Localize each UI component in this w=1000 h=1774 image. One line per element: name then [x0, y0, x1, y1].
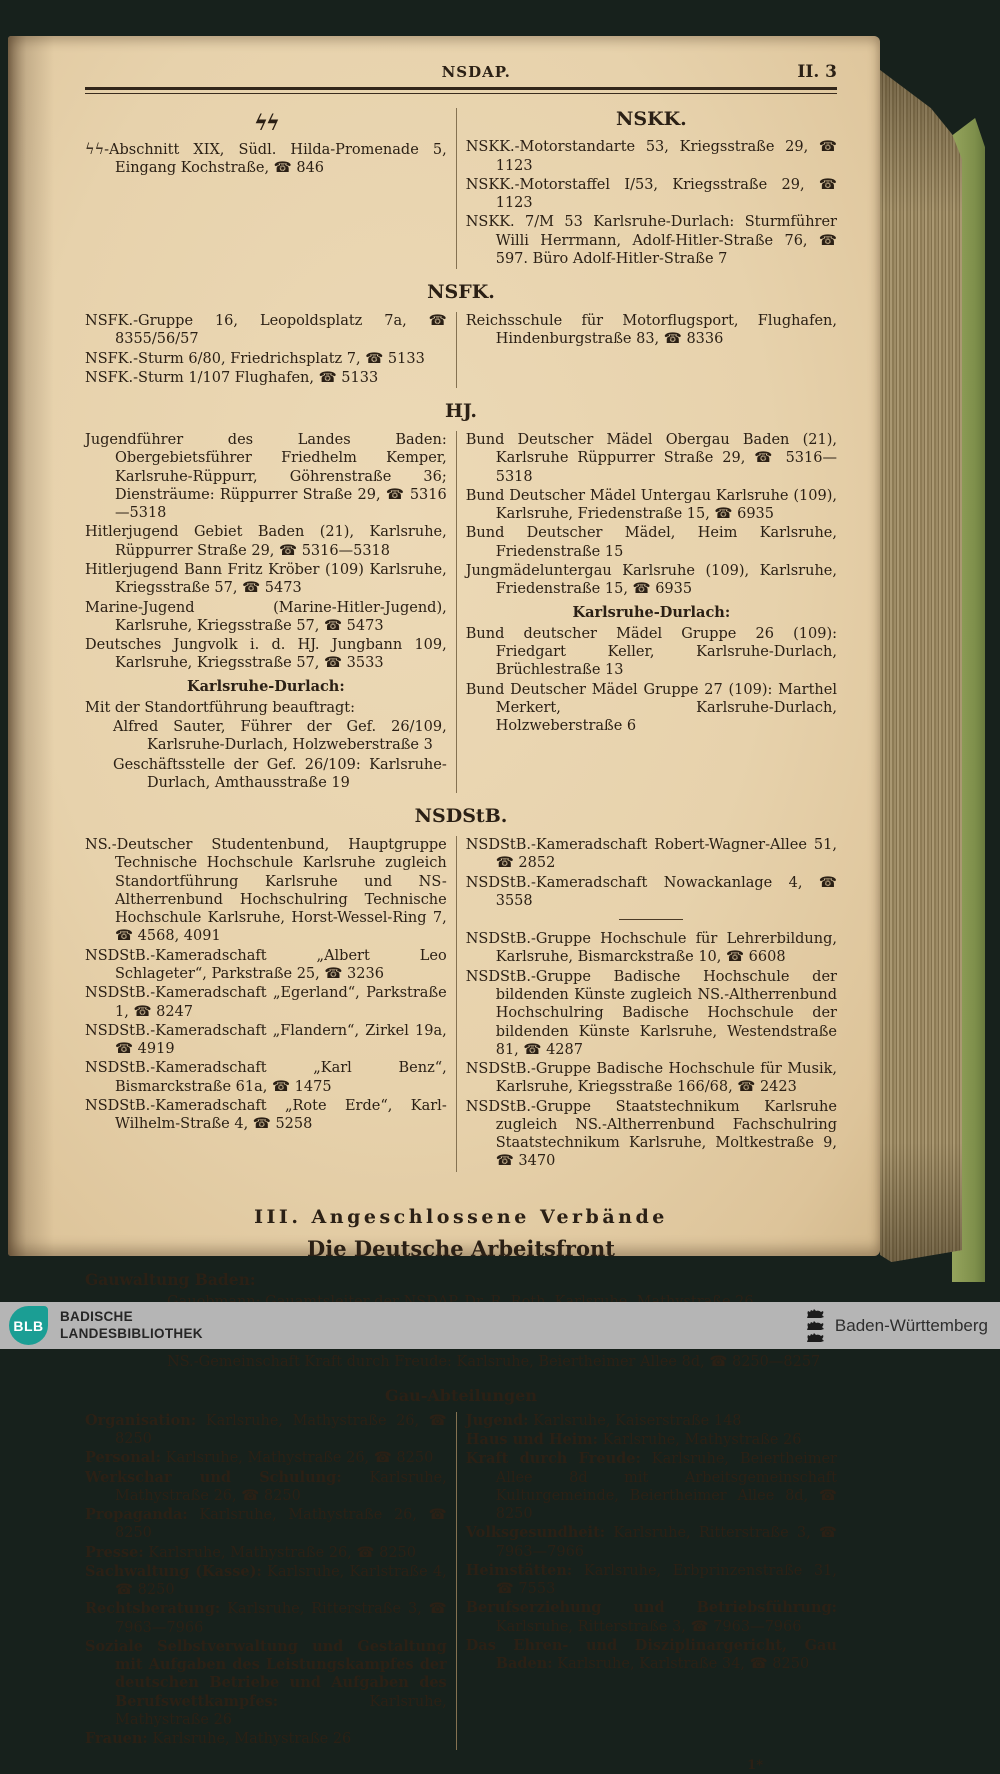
abteilung-entry	[85, 1469, 447, 1506]
nskk-column	[456, 108, 837, 269]
nsdstb-left-entries	[85, 836, 456, 1172]
directory-entry: Bund Deutscher Mädel Untergau Karlsruhe (109), Karlsruhe, Friedenstraße 15, ☎ 6935	[465, 487, 837, 523]
abteilung-label: Jugend:	[465, 1411, 529, 1429]
hj-left-entries	[85, 431, 456, 793]
heading-arbeitsfront: Die Deutsche Arbeitsfront	[307, 1235, 615, 1261]
abteilung-entry	[85, 1506, 447, 1543]
abteilung-label: Berufserziehung und Betriebsführung:	[465, 1599, 837, 1617]
directory-entry: NSDStB.-Kameradschaft „Albert Leo Schlageter“, Parkstraße 25, ☎ 3236	[85, 947, 447, 982]
abteilung-text: Karlsruhe, Mathystraße 26	[115, 1693, 447, 1729]
directory-entry: Jugendführer des Landes Baden: Obergebietsführer Friedhelm Kemper, Karlsruhe-Rüppurr, Göhrenstraße 36; Diensträume: Rüppurrer Straße 29, ☎ 5316—5318	[85, 432, 447, 522]
directory-entry: NSDStB.-Gruppe Staatstechnikum Karlsruhe zugleich NS.-Altherrenbund Fachschulring Staatstechnikum Karlsruhe, Moltkestraße 9, ☎ 3470	[465, 1098, 837, 1170]
directory-entry: Mit der Standortführung beauftragt:	[85, 699, 355, 716]
page-title: NSDAP.	[441, 63, 511, 81]
abteilung-text: Karlsruhe, Mathystraße 26, ☎ 8250	[115, 1507, 447, 1542]
abteilung-text: Karlsruhe, Mathystraße 26	[152, 1731, 352, 1748]
directory-entry: NSDStB.-Gruppe Badische Hochschule der bildenden Künste zugleich NS.-Altherrenbund Hochschulring Badische Hochschule der bildenden Künste Karlsruhe, Westendstraße 81, ☎ 4287	[465, 968, 837, 1058]
signature-mark: 1*	[747, 1757, 763, 1773]
abteilung-label: Volksgesundheit:	[465, 1524, 606, 1542]
directory-entry: Karlsruhe-Durlach:	[187, 677, 345, 695]
directory-entry: Hitlerjugend Gebiet Baden (21), Karlsruhe, Rüppurrer Straße 29, ☎ 5316—5318	[85, 524, 447, 559]
directory-entry: NSDStB.-Kameradschaft „Flandern“, Zirkel 19a, ☎ 4919	[85, 1022, 447, 1058]
abteilung-label: Das Ehren- und Disziplinargericht, Gau Baden:	[465, 1636, 837, 1673]
abteilung-text: Karlsruhe, Mathystraße 26, ☎ 8250	[115, 1469, 447, 1504]
section-nsdstb	[85, 836, 837, 1172]
abteilung-entry	[85, 1600, 447, 1637]
abteilungen-right	[456, 1412, 837, 1750]
abteilung-text: Karlsruhe, Mathystraße 26, ☎ 8250	[115, 1412, 447, 1448]
directory-entry: Reichsschule für Motorflugsport, Flughafen, Hindenburgstraße 83, ☎ 8336	[465, 313, 837, 348]
abteilung-text: Karlsruhe, Ritterstraße 3, ☎ 7963—7966	[115, 1601, 447, 1636]
directory-entry: NSFK.-Gruppe 16, Leopoldsplatz 7a, ☎ 8355/56/57	[85, 313, 447, 348]
section-title-nskk: NSKK.	[615, 108, 687, 131]
running-head	[85, 62, 837, 83]
state-name: Baden-Württemberg	[834, 1315, 988, 1335]
directory-entry: Bund deutscher Mädel Gruppe 26 (109): Friedgart Keller, Karlsruhe-Durlach, Brüchlestraße 13	[465, 625, 837, 679]
ss-column	[85, 108, 456, 269]
directory-entry: NSDStB.-Kameradschaft „Rote Erde“, Karl-Wilhelm-Straße 4, ☎ 5258	[85, 1097, 447, 1133]
section-heading-verbaende: III. Angeschlossene Verbände	[254, 1205, 668, 1228]
abteilung-label: Personal:	[85, 1449, 162, 1467]
abteilung-entry	[466, 1599, 837, 1636]
abteilung-label: Sachwaltung (Kasse):	[85, 1562, 262, 1580]
directory-entry: NSKK. 7/M 53 Karlsruhe-Durlach: Sturmführer Willi Herrmann, Adolf-Hitler-Straße 76, ☎ 597. Büro Adolf-Hitler-Straße 7	[465, 214, 837, 267]
directory-entry: NSKK.-Motorstandarte 53, Kriegsstraße 29, ☎ 1123	[465, 139, 837, 174]
abteilung-entry	[466, 1524, 837, 1561]
directory-entry: NSFK.-Sturm 6/80, Friedrichsplatz 7, ☎ 5133	[85, 350, 425, 367]
nsdstb-right-entries	[456, 836, 837, 1172]
abteilung-text: Karlsruhe, Mathystraße 26, ☎ 8250	[165, 1450, 434, 1467]
directory-entry: Hitlerjugend Bann Fritz Kröber (109) Karlsruhe, Kriegsstraße 57, ☎ 5473	[85, 562, 447, 597]
directory-entry: Bund Deutscher Mädel, Heim Karlsruhe, Friedenstraße 15	[465, 525, 837, 560]
abteilung-entry	[466, 1412, 837, 1430]
abteilungen-left	[85, 1412, 456, 1750]
section-title-nsdstb: NSDStB.	[414, 805, 508, 828]
page-content	[85, 62, 837, 1774]
abteilung-label: Heimstätten:	[465, 1561, 573, 1579]
abteilung-entry	[466, 1431, 837, 1449]
directory-entry: NSDStB.-Gruppe Badische Hochschule für Musik, Karlsruhe, Kriegsstraße 166/68, ☎ 2423	[465, 1061, 837, 1096]
directory-entry: Geschäftsstelle der Gef. 26/109: Karlsruhe-Durlach, Amthausstraße 19	[113, 756, 447, 791]
directory-entry: Deutsches Jungvolk i. d. HJ. Jungbann 109, Karlsruhe, Kriegsstraße 57, ☎ 3533	[85, 637, 447, 672]
section-title-nsfk: NSFK.	[427, 281, 495, 304]
directory-entry: NSDStB.-Gruppe Hochschule für Lehrerbildung, Karlsruhe, Bismarckstraße 10, ☎ 6608	[465, 931, 837, 966]
abteilung-text: Karlsruhe, Karlstraße 34, ☎ 8250	[557, 1656, 810, 1673]
hj-right-entries	[456, 431, 837, 793]
header-rule	[85, 87, 837, 94]
library-name-line1: BADISCHE	[60, 1309, 133, 1325]
gau-abteilungen	[85, 1412, 837, 1750]
abteilung-label: Frauen:	[85, 1730, 148, 1748]
gauwaltung-label: Gauwaltung Baden:	[85, 1270, 256, 1290]
abteilung-text: Karlsruhe, Ritterstraße 3, ☎ 7963—7966	[495, 1525, 837, 1560]
library-name-line2: LANDESBIBLIOTHEK	[60, 1325, 203, 1341]
abteilung-entry	[85, 1412, 447, 1449]
abteilung-label: Organisation:	[85, 1411, 197, 1429]
directory-entry: Karlsruhe-Durlach:	[572, 603, 731, 621]
abteilung-text: Karlsruhe, Karlstraße 4, ☎ 8250	[115, 1563, 447, 1599]
directory-entry: NSDStB.-Kameradschaft Nowackanlage 4, ☎ 3558	[465, 874, 837, 909]
directory-entry	[619, 919, 683, 920]
ss-entries	[85, 141, 447, 178]
blb-logo-icon: BLB	[9, 1306, 48, 1345]
library-name	[60, 1309, 203, 1341]
abteilung-entry	[85, 1449, 447, 1467]
abteilung-label: Presse:	[85, 1543, 144, 1561]
abteilung-entry	[466, 1637, 837, 1674]
page-gutter-shadow	[8, 36, 54, 1256]
directory-entry: NS.-Gemeinschaft Kraft durch Freude: Karlsruhe, Beiertheimer Allee 8d, ☎ 8250—8257	[167, 1354, 821, 1371]
abteilung-label: Rechtsberatung:	[85, 1600, 221, 1618]
abteilung-text: Karlsruhe, Mathystraße 26	[602, 1432, 802, 1449]
directory-entry: Bund Deutscher Mädel Gruppe 27 (109): Marthel Merkert, Karlsruhe-Durlach, Holzweberstraße 6	[465, 681, 837, 735]
viewer-footer	[0, 1302, 1000, 1349]
directory-entry: NSKK.-Motorstaffel I/53, Kriegsstraße 29, ☎ 1123	[465, 176, 837, 212]
nsfk-left-entries	[85, 312, 456, 388]
abteilung-entry	[466, 1450, 837, 1523]
three-lions-icon	[806, 1308, 825, 1344]
abteilung-text: Karlsruhe, Ritterstraße 3, ☎ 7963—7966	[495, 1618, 802, 1635]
abteilung-text: Karlsruhe, Erbprinzenstraße 31, ☎ 7553	[495, 1562, 837, 1598]
abteilung-text: Karlsruhe, Kaiserstraße 148	[533, 1412, 742, 1429]
section-nsfk	[85, 312, 837, 388]
directory-entry: NSDStB.-Kameradschaft „Egerland“, Parkstraße 1, ☎ 8247	[85, 985, 447, 1020]
directory-entry: NS.-Deutscher Studentenbund, Hauptgruppe Technische Hochschule Karlsruhe zugleich Standortführung Karlsruhe und NS-Altherrenbund Hochschulring Technische Hochschule Karlsruhe, Horst-Wessel-Ring 7, ☎ 4568, 4091	[85, 837, 447, 945]
abteilung-text: Karlsruhe, Mathystraße 26, ☎ 8250	[148, 1544, 417, 1561]
abteilung-entry	[85, 1638, 447, 1729]
abteilung-text: Karlsruhe, Beiertheimer Allee 8d mit Arbeitsgemeinschaft Kulturgemeinde, Beiertheimer Allee 8d, ☎ 8250	[495, 1451, 837, 1523]
section-hj	[85, 431, 837, 793]
gau-abteilungen-title: Gau-Abteilungen	[385, 1385, 537, 1405]
section-ss-nskk	[85, 108, 837, 269]
nsfk-right-entries	[456, 312, 837, 388]
directory-entry: ϟϟ-Abschnitt XIX, Südl. Hilda-Promenade 5, Eingang Kochstraße, ☎ 846	[85, 141, 447, 177]
abteilung-label: Haus und Heim:	[465, 1431, 598, 1449]
directory-entry: Marine-Jugend (Marine-Hitler-Jugend), Karlsruhe, Kriegsstraße 57, ☎ 5473	[85, 599, 447, 634]
directory-entry: NSDStB.-Kameradschaft Robert-Wagner-Allee 51, ☎ 2852	[465, 837, 837, 872]
abteilung-entry	[85, 1544, 447, 1562]
abteilung-label: Werkschar und Schulung:	[85, 1468, 342, 1486]
directory-entry: NSFK.-Sturm 1/107 Flughafen, ☎ 5133	[85, 369, 379, 386]
ss-runes-icon: ϟϟ	[254, 110, 278, 136]
abteilung-label: Kraft durch Freude:	[465, 1450, 641, 1468]
abteilung-label: Propaganda:	[85, 1506, 188, 1524]
abteilung-entry	[85, 1563, 447, 1600]
directory-entry: Alfred Sauter, Führer der Gef. 26/109, Karlsruhe-Durlach, Holzweberstraße 3	[113, 719, 447, 754]
abteilung-entry	[85, 1730, 447, 1748]
nskk-entries	[466, 138, 837, 268]
abteilung-label: Soziale Selbstverwaltung und Gestaltung mit Aufgaben des Leistungskampfes der deutschen Betriebe und Aufgaben des Berufswettkampfes:	[85, 1637, 447, 1710]
section-title-hj: HJ.	[444, 400, 478, 423]
directory-entry: NSDStB.-Kameradschaft „Karl Benz“, Bismarckstraße 61a, ☎ 1475	[85, 1060, 447, 1095]
directory-entry: Jungmädeluntergau Karlsruhe (109), Karlsruhe, Friedenstraße 15, ☎ 6935	[465, 563, 837, 598]
abteilung-entry	[466, 1562, 837, 1599]
page-number: II. 3	[797, 62, 837, 82]
directory-entry: Bund Deutscher Mädel Obergau Baden (21), Karlsruhe Rüppurrer Straße 29, ☎ 5316—5318	[465, 432, 837, 485]
state-brand	[806, 1308, 988, 1344]
book-page-edges	[880, 70, 962, 1262]
